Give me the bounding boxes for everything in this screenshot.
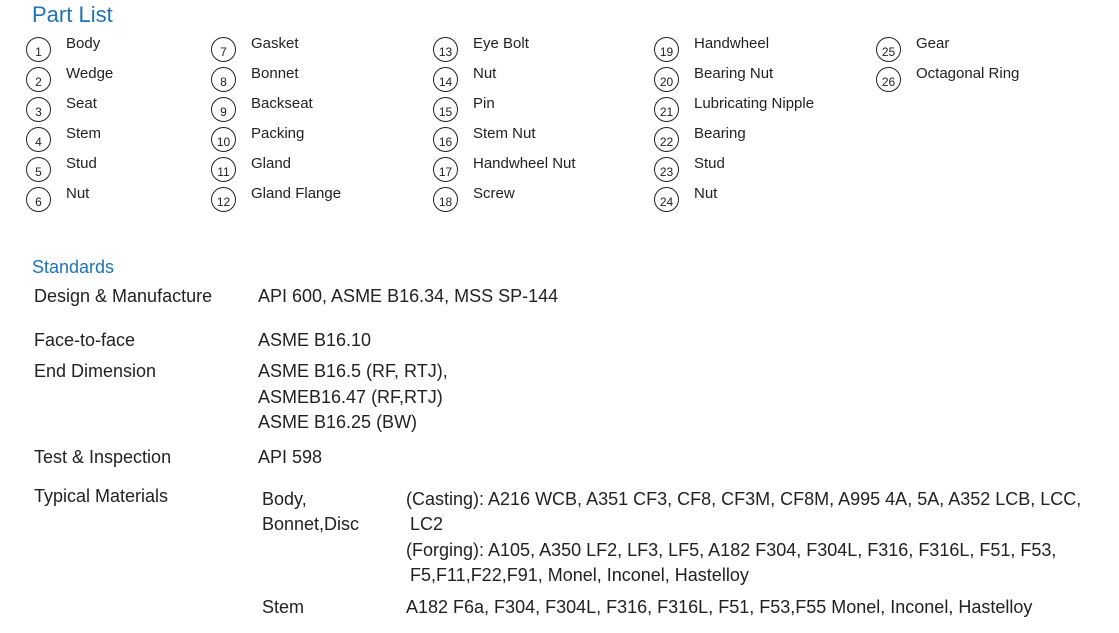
test-inspection-value: API 598	[258, 447, 323, 467]
part-name: Gland	[251, 155, 292, 172]
part-name: Lubricating Nipple	[694, 95, 815, 112]
forging-materials: (Forging): A105, A350 LF2, LF3, LF5, A182 F304, F304L, F316, F316L, F51, F53,	[406, 540, 1057, 560]
part-number: 4	[26, 127, 51, 152]
part-name: Stud	[694, 155, 725, 172]
part-list-title: Part List	[32, 2, 113, 27]
body-label: Body,	[262, 489, 307, 509]
part-number: 12	[211, 187, 236, 212]
end-dimension-line: ASME B16.25 (BW)	[258, 412, 418, 432]
standards-title: Standards	[32, 257, 115, 277]
stem-materials: A182 F6a, F304, F304L, F316, F316L, F51, F53,F55 Monel, Inconel, Hastelloy	[406, 597, 1033, 617]
test-inspection-label: Test & Inspection	[34, 447, 172, 467]
stem-label: Stem	[262, 597, 305, 617]
part-name: Seat	[66, 95, 97, 112]
part-name: Stem Nut	[473, 125, 536, 142]
part-name: Bonnet	[251, 65, 299, 82]
part-name: Backseat	[251, 95, 313, 112]
part-number: 26	[876, 67, 901, 92]
part-name: Packing	[251, 125, 305, 142]
part-number: 21	[654, 97, 679, 122]
part-name: Wedge	[66, 65, 114, 82]
part-number: 5	[26, 157, 51, 182]
end-dimension-line: ASME B16.5 (RF, RTJ),	[258, 361, 448, 381]
part-number: 23	[654, 157, 679, 182]
part-number: 6	[26, 187, 51, 212]
part-name: Stud	[66, 155, 97, 172]
part-number: 19	[654, 37, 679, 62]
part-number: 20	[654, 67, 679, 92]
bonnet-disc-label: Bonnet,Disc	[262, 514, 360, 534]
forging-materials-cont: F5,F11,F22,F91, Monel, Inconel, Hastelloy	[410, 565, 749, 585]
end-dimension-label: End Dimension	[34, 361, 157, 381]
design-value: API 600, ASME B16.34, MSS SP-144	[258, 286, 559, 306]
part-name: Handwheel Nut	[473, 155, 576, 172]
part-number: 7	[211, 37, 236, 62]
part-name: Nut	[66, 185, 90, 202]
part-name: Gasket	[251, 35, 299, 52]
end-dimension-line: ASMEB16.47 (RF,RTJ)	[258, 387, 443, 407]
part-name: Nut	[473, 65, 497, 82]
part-number: 22	[654, 127, 679, 152]
part-number: 15	[433, 97, 458, 122]
face-to-face-label: Face-to-face	[34, 330, 136, 350]
part-name: Nut	[694, 185, 718, 202]
face-to-face-value: ASME B16.10	[258, 330, 372, 350]
casting-materials: (Casting): A216 WCB, A351 CF3, CF8, CF3M, CF8M, A995 4A, 5A, A352 LCB, LCC,	[406, 489, 1082, 509]
part-name: Body	[66, 35, 101, 52]
part-name: Pin	[473, 95, 495, 112]
part-name: Bearing Nut	[694, 65, 774, 82]
part-number: 17	[433, 157, 458, 182]
part-number: 11	[211, 157, 236, 182]
part-name: Gear	[916, 35, 950, 52]
part-name: Octagonal Ring	[916, 65, 1020, 82]
part-name: Handwheel	[694, 35, 770, 52]
part-name: Eye Bolt	[473, 35, 529, 52]
part-name: Bearing	[694, 125, 746, 142]
part-name: Gland Flange	[251, 185, 342, 202]
part-number: 25	[876, 37, 901, 62]
typical-materials-label: Typical Materials	[34, 486, 169, 506]
part-number: 2	[26, 67, 51, 92]
part-number: 24	[654, 187, 679, 212]
part-number: 1	[26, 37, 51, 62]
part-number: 16	[433, 127, 458, 152]
part-name: Stem	[66, 125, 102, 142]
design-label: Design & Manufacture	[34, 286, 213, 306]
part-number: 18	[433, 187, 458, 212]
part-number: 10	[211, 127, 236, 152]
part-number: 3	[26, 97, 51, 122]
part-number: 8	[211, 67, 236, 92]
part-number: 9	[211, 97, 236, 122]
part-name: Screw	[473, 185, 515, 202]
part-number: 14	[433, 67, 458, 92]
casting-materials-cont: LC2	[410, 514, 444, 534]
part-number: 13	[433, 37, 458, 62]
